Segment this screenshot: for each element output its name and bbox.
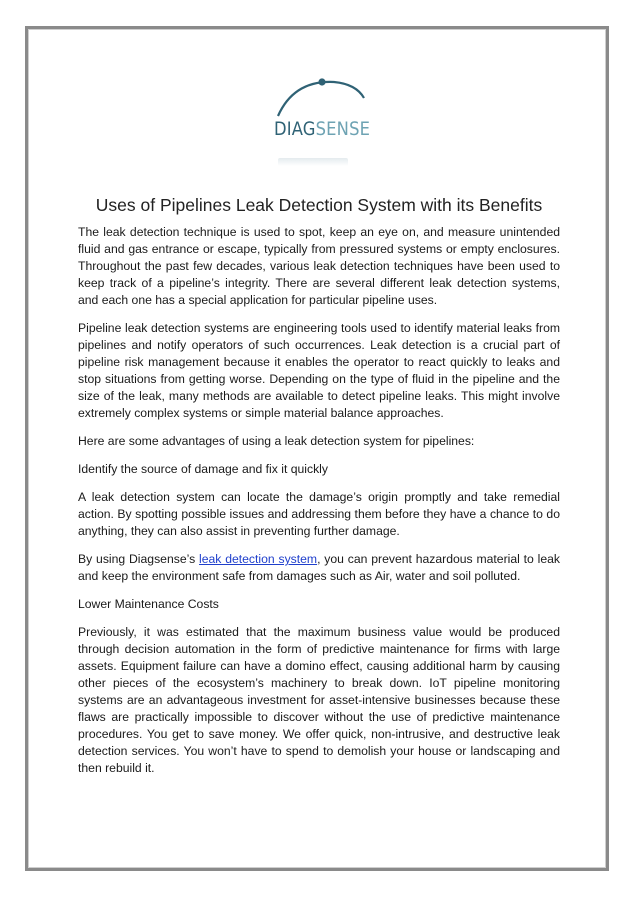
paragraph-advantages-intro: Here are some advantages of using a leak detection system for pipelines: xyxy=(78,434,475,448)
paragraph-diagsense xyxy=(78,551,560,585)
paragraph-diagsense-after: , you can prevent hazardous material to leak and keep the environment safe from damages such as Air, water and soil polluted. xyxy=(78,552,560,583)
diagsense-logo xyxy=(264,70,374,170)
paragraph-identify-source: A leak detection system can locate the damage’s origin promptly and take remedial action. By spotting possible issues and addressing them before they have a chance to do anything, they can also assist in preventing further damage. xyxy=(78,490,560,538)
logo-wordmark xyxy=(274,118,370,140)
logo-brand-light: SENSE xyxy=(315,118,371,140)
paragraph-intro: The leak detection technique is used to spot, keep an eye on, and measure unintended fluid and gas entrance or escape, typically from pressured systems or empty enclosures. Throughout the past few decades, various leak detection techniques have been used to keep track of a pipeline’s integrity. There are several different leak detection systems, and each one has a special application for particular pipeline uses. xyxy=(78,225,560,307)
logo-reflection xyxy=(278,158,348,166)
page-title: Uses of Pipelines Leak Detection System with its Benefits xyxy=(95,195,543,215)
paragraph-definition: Pipeline leak detection systems are engineering tools used to identify material leaks from pipelines and notify operators of such occurrences. Leak detection is a crucial part of pipeline risk management because it enables the operator to react quickly to leaks and stop situations from getting worse. Depending on the type of fluid in the pipeline and the size of the leak, many methods are available to detect pipeline leaks. This might involve extremely complex systems or simple material balance approaches. xyxy=(78,321,560,420)
leak-detection-system-link[interactable]: leak detection system xyxy=(199,552,318,566)
logo-brand-bold: DIAG xyxy=(274,118,316,140)
paragraph-diagsense-before: By using Diagsense’s xyxy=(78,552,200,566)
document-body xyxy=(78,224,560,788)
heading-identify-source: Identify the source of damage and fix it quickly xyxy=(78,462,328,476)
paragraph-lower-costs: Previously, it was estimated that the maximum business value would be produced through decision automation in the form of predictive maintenance for firms with large assets. Equipment failure can have a domino effect, causing additional harm by causing other pieces of the ecosystem’s machinery to break down. IoT pipeline monitoring systems are an advantageous investment for asset-intensive businesses because these flaws are practically impossible to discover without the use of predictive maintenance procedures. You get to save money. We offer quick, non-intrusive, and destructive leak detection services. You won’t have to spend to demolish your house or landscaping and then rebuild it. xyxy=(78,625,560,775)
heading-lower-costs: Lower Maintenance Costs xyxy=(78,597,219,611)
